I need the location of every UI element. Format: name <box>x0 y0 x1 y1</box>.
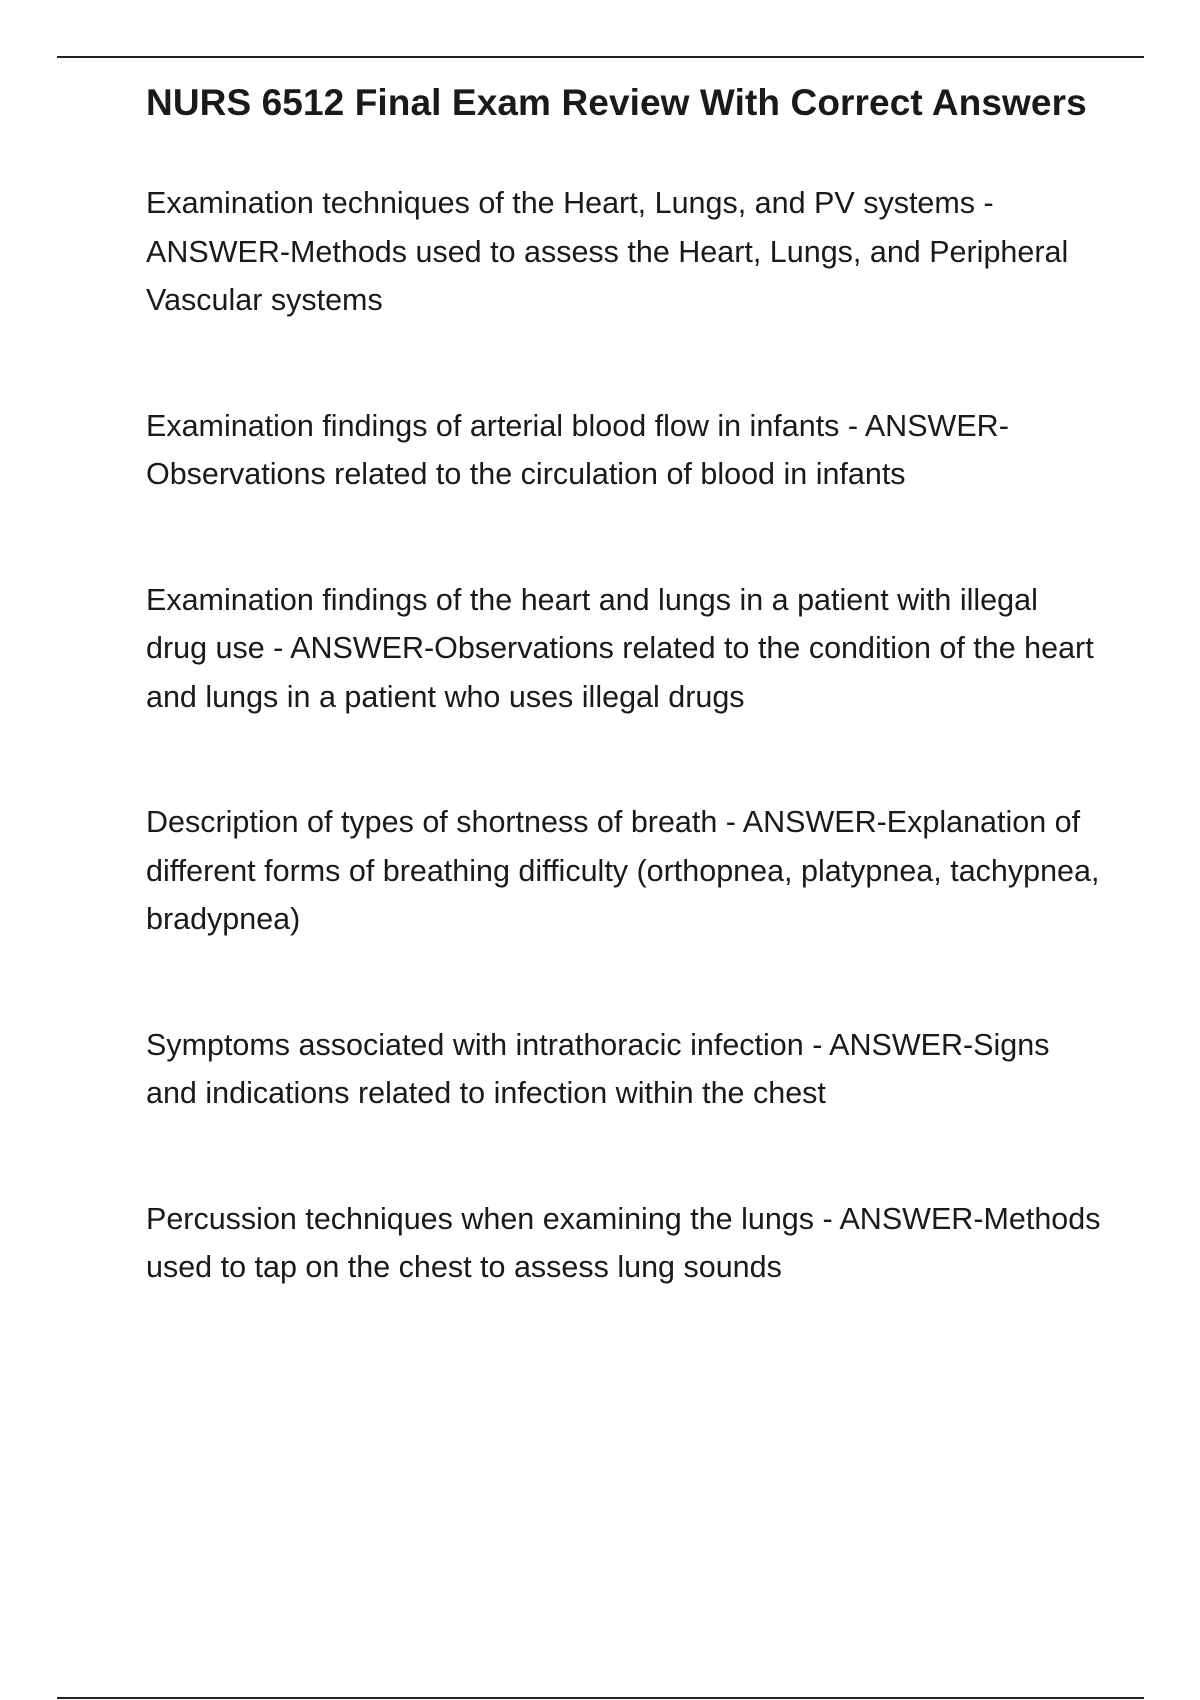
bottom-divider <box>57 1697 1144 1699</box>
qa-item: Percussion techniques when examining the lungs - ANSWER-Methods used to tap on the chest to assess lung sounds <box>146 1201 1101 1284</box>
top-divider <box>57 56 1144 58</box>
qa-item: Examination findings of the heart and lungs in a patient with illegal drug use - ANSWER-Observations related to the condition of the heart and lungs in a patient who uses illegal drugs <box>146 582 1094 714</box>
qa-item: Examination findings of arterial blood flow in infants - ANSWER-Observations related to the circulation of blood in infants <box>146 408 1009 491</box>
document-title: NURS 6512 Final Exam Review With Correct Answers <box>146 82 1087 123</box>
qa-item: Examination techniques of the Heart, Lungs, and PV systems - ANSWER-Methods used to assess the Heart, Lungs, and Peripheral Vascular systems <box>146 186 1069 317</box>
qa-item: Symptoms associated with intrathoracic infection - ANSWER-Signs and indications related to infection within the chest <box>146 1027 1050 1110</box>
document-page <box>146 76 1106 1292</box>
qa-item: Description of types of shortness of breath - ANSWER-Explanation of different forms of breathing difficulty (orthopnea, platypnea, tachypnea, bradypnea) <box>146 805 1100 936</box>
